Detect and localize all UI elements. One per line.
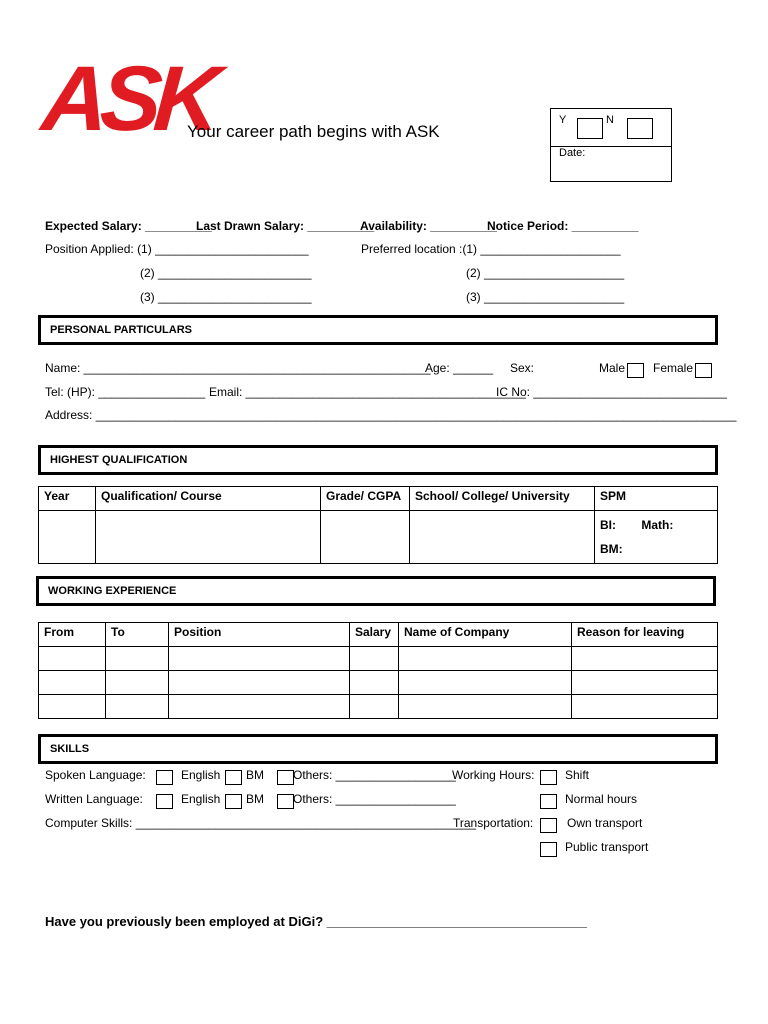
spoken-others-field[interactable]: Others: __________________: [293, 768, 456, 782]
table-row: [39, 671, 718, 695]
age-field[interactable]: Age: ______: [425, 361, 494, 375]
table-header-row: [39, 623, 718, 647]
ic-no-field[interactable]: IC No: _____________________________: [496, 385, 727, 399]
position-applied-3[interactable]: (3) _______________________: [140, 290, 312, 304]
male-label: Male: [599, 361, 626, 375]
section-working-experience: [36, 576, 716, 606]
position-applied-1[interactable]: Position Applied: (1) _______________________: [45, 242, 309, 256]
col-spm: SPM: [595, 487, 718, 511]
y-label: Y: [559, 114, 567, 126]
position-applied-2[interactable]: (2) _______________________: [140, 266, 312, 280]
col-salary: Salary: [350, 623, 399, 647]
table-row: [39, 647, 718, 671]
position-cell[interactable]: [169, 695, 350, 719]
shift-checkbox[interactable]: [540, 770, 557, 785]
written-language-label: Written Language:: [45, 792, 143, 806]
spoken-language-label: Spoken Language:: [45, 768, 146, 782]
from-cell[interactable]: [39, 695, 106, 719]
notice-period-field[interactable]: Notice Period: __________: [487, 219, 639, 233]
year-cell[interactable]: [39, 511, 96, 564]
school-cell[interactable]: [410, 511, 595, 564]
section-skills: [38, 734, 718, 764]
col-company: Name of Company: [399, 623, 572, 647]
name-field[interactable]: Name: ____________________________________________________: [45, 361, 431, 375]
availability-field[interactable]: Availability: __________: [360, 219, 497, 233]
reason-cell[interactable]: [572, 647, 718, 671]
written-bm-checkbox[interactable]: [225, 794, 242, 809]
spoken-english-checkbox[interactable]: [156, 770, 173, 785]
section-title: WORKING EXPERIENCE: [48, 585, 177, 597]
public-transport-label: Public transport: [565, 840, 649, 854]
own-transport-checkbox[interactable]: [540, 818, 557, 833]
shift-label: Shift: [565, 768, 590, 782]
salary-cell[interactable]: [350, 671, 399, 695]
position-cell[interactable]: [169, 671, 350, 695]
col-grade: Grade/ CGPA: [321, 487, 410, 511]
spoken-bm-label: BM: [246, 768, 264, 782]
female-label: Female: [653, 361, 694, 375]
section-personal-particulars: [38, 315, 718, 345]
written-english-label: English: [181, 792, 221, 806]
date-label: Date:: [559, 147, 586, 159]
spm-math-label: Math:: [641, 518, 674, 532]
salary-cell[interactable]: [350, 647, 399, 671]
female-checkbox[interactable]: [695, 363, 712, 378]
table-row: [39, 695, 718, 719]
from-cell[interactable]: [39, 671, 106, 695]
preferred-location-2[interactable]: (2) _____________________: [466, 266, 625, 280]
col-from: From: [39, 623, 106, 647]
section-title: SKILLS: [50, 743, 90, 755]
tagline: Your career path begins with ASK: [187, 122, 440, 141]
own-transport-label: Own transport: [567, 816, 643, 830]
reason-cell[interactable]: [572, 671, 718, 695]
to-cell[interactable]: [106, 671, 169, 695]
to-cell[interactable]: [106, 647, 169, 671]
spoken-english-label: English: [181, 768, 221, 782]
spm-bm-label: BM:: [600, 542, 623, 556]
col-to: To: [106, 623, 169, 647]
svg-text:ASK: ASK: [38, 47, 217, 150]
col-reason: Reason for leaving: [572, 623, 718, 647]
working-hours-label: Working Hours:: [452, 768, 535, 782]
n-checkbox[interactable]: [627, 118, 653, 139]
reason-cell[interactable]: [572, 695, 718, 719]
public-transport-checkbox[interactable]: [540, 842, 557, 857]
col-school: School/ College/ University: [410, 487, 595, 511]
written-others-checkbox[interactable]: [277, 794, 294, 809]
position-cell[interactable]: [169, 647, 350, 671]
spm-bi-label: BI:: [600, 518, 616, 532]
y-checkbox[interactable]: [577, 118, 603, 139]
company-cell[interactable]: [399, 695, 572, 719]
spoken-bm-checkbox[interactable]: [225, 770, 242, 785]
col-qualification: Qualification/ Course: [96, 487, 321, 511]
address-field[interactable]: Address: ________________________________________________________________________________________________: [45, 408, 737, 422]
section-title: PERSONAL PARTICULARS: [50, 324, 192, 336]
experience-table: [38, 622, 718, 719]
spm-cell[interactable]: [595, 511, 718, 564]
transportation-label: Transportation:: [453, 816, 534, 830]
col-year: Year: [39, 487, 96, 511]
company-cell[interactable]: [399, 647, 572, 671]
sex-label: Sex:: [510, 361, 535, 375]
salary-cell[interactable]: [350, 695, 399, 719]
written-bm-label: BM: [246, 792, 264, 806]
company-cell[interactable]: [399, 671, 572, 695]
ask-logo-mark: [38, 46, 217, 150]
grade-cell[interactable]: [321, 511, 410, 564]
to-cell[interactable]: [106, 695, 169, 719]
table-row: [39, 511, 718, 564]
spoken-others-checkbox[interactable]: [277, 770, 294, 785]
ask-logo: [38, 46, 217, 150]
preferred-location-1[interactable]: Preferred location :(1) _____________________: [361, 242, 621, 256]
n-label: N: [606, 114, 614, 126]
previous-employment-question[interactable]: Have you previously been employed at DiGi? ____________________________________: [45, 914, 588, 929]
section-title: HIGHEST QUALIFICATION: [50, 454, 188, 466]
male-checkbox[interactable]: [627, 363, 644, 378]
col-position: Position: [169, 623, 350, 647]
from-cell[interactable]: [39, 647, 106, 671]
preferred-location-3[interactable]: (3) _____________________: [466, 290, 625, 304]
qualification-cell[interactable]: [96, 511, 321, 564]
table-header-row: [39, 487, 718, 511]
expected-salary-field[interactable]: Expected Salary: __________: [45, 219, 212, 233]
email-field[interactable]: Email: __________________________________________: [209, 385, 526, 399]
tel-field[interactable]: Tel: (HP): ________________: [45, 385, 206, 399]
computer-skills-field[interactable]: Computer Skills: ___________________________________________________: [45, 816, 477, 830]
qualification-table: [38, 486, 718, 564]
last-drawn-salary-field[interactable]: Last Drawn Salary: __________: [196, 219, 375, 233]
written-others-field[interactable]: Others: __________________: [293, 792, 456, 806]
normal-hours-label: Normal hours: [565, 792, 638, 806]
normal-hours-checkbox[interactable]: [540, 794, 557, 809]
section-highest-qualification: [38, 445, 718, 475]
written-english-checkbox[interactable]: [156, 794, 173, 809]
